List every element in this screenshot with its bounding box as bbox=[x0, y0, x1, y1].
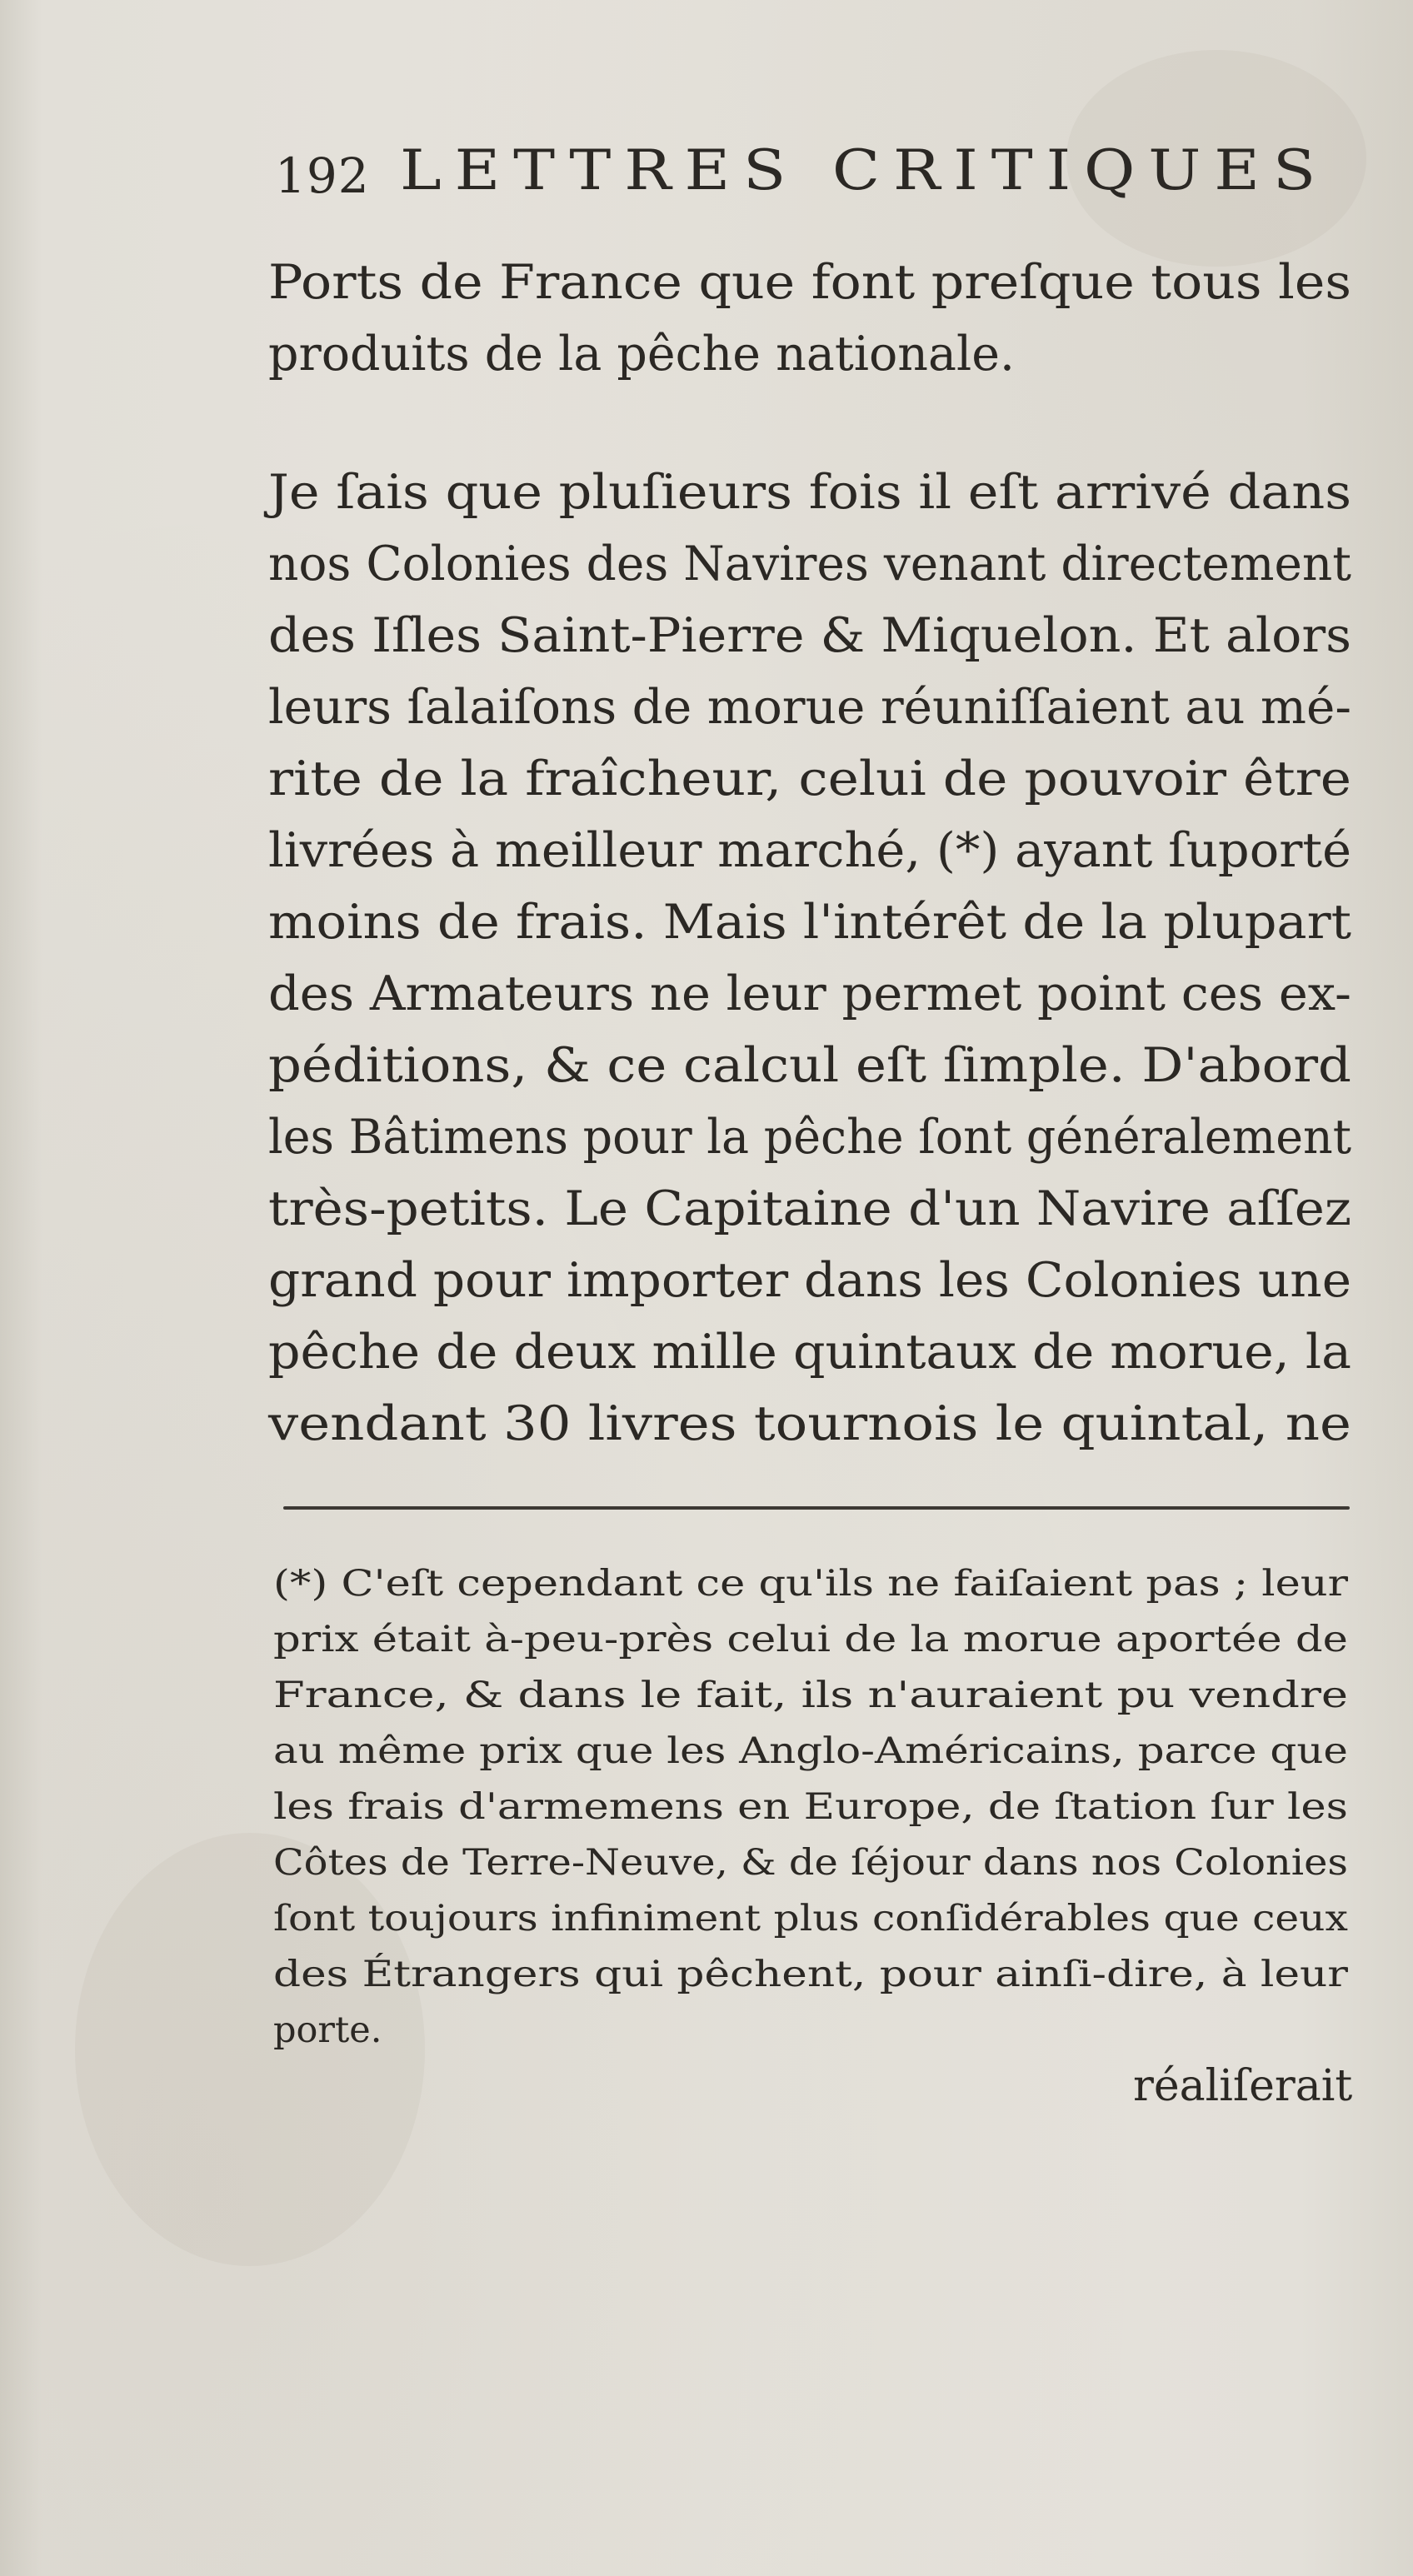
footnote bbox=[273, 1556, 1356, 2059]
text-line-content: Ports de France que font preſque tous les bbox=[268, 255, 1352, 310]
text-line-content: nos Colonies des Navires venant directement bbox=[268, 537, 1352, 592]
catchword: réaliſerait bbox=[1133, 2061, 1353, 2111]
text-line-content: des Iſles Saint-Pierre & Miquelon. Et alors bbox=[268, 608, 1352, 663]
page-number: 192 bbox=[275, 147, 370, 204]
text-line-content: produits de la pêche nationale. bbox=[268, 327, 1016, 382]
text-line-content: vendant 30 livres tournois le quintal, ne bbox=[268, 1396, 1351, 1451]
footnote-line-content: porte. bbox=[273, 2009, 382, 2051]
text-line bbox=[268, 958, 1351, 1030]
text-line bbox=[268, 1388, 1351, 1460]
footnote-line bbox=[273, 1556, 1356, 1612]
footnote-line bbox=[273, 1724, 1356, 1780]
text-line bbox=[268, 247, 1351, 318]
paragraph-gap bbox=[268, 390, 1351, 457]
text-line bbox=[268, 815, 1351, 886]
main-text bbox=[268, 247, 1351, 1460]
text-line bbox=[268, 1101, 1351, 1173]
footnote-line-content: prix était à-peu-près celui de la morue aportée de bbox=[273, 1619, 1348, 1660]
text-line-content: moins de frais. Mais l'intérêt de la plupart bbox=[268, 895, 1351, 950]
text-line bbox=[268, 743, 1351, 815]
footnote-line bbox=[273, 1835, 1356, 1891]
footnote-line-content: (*) C'eſt cependant ce qu'ils ne faiſaient pas ; leur bbox=[273, 1563, 1349, 1605]
text-line-content: livrées à meilleur marché, (*) ayant ſuporté bbox=[268, 823, 1351, 878]
text-line bbox=[268, 1245, 1351, 1316]
text-line bbox=[268, 1173, 1351, 1245]
footnote-line-content: au même prix que les Anglo-Américains, parce que bbox=[273, 1730, 1348, 1772]
text-line bbox=[268, 528, 1351, 600]
text-line-content: grand pour importer dans les Colonies une bbox=[268, 1253, 1352, 1308]
text-line bbox=[268, 886, 1351, 958]
text-line bbox=[268, 1030, 1351, 1101]
text-line bbox=[268, 318, 1351, 390]
running-title: LETTRES CRITIQUES bbox=[400, 138, 1330, 202]
footnote-line-content: France, & dans le fait, ils n'auraient pu vendre bbox=[273, 1675, 1349, 1716]
footnote-line bbox=[273, 1668, 1356, 1724]
text-line-content: péditions, & ce calcul eſt ſimple. D'abord bbox=[268, 1038, 1351, 1093]
text-line-content: leurs ſalaiſons de morue réuniſſaient au mé- bbox=[268, 680, 1352, 735]
text-line-content: pêche de deux mille quintaux de morue, la bbox=[268, 1325, 1352, 1380]
footnote-line bbox=[273, 1612, 1356, 1668]
text-line bbox=[268, 1316, 1351, 1388]
text-line-content: rite de la fraîcheur, celui de pouvoir être bbox=[268, 751, 1352, 806]
text-line-content: des Armateurs ne leur permet point ces ex- bbox=[268, 966, 1351, 1021]
footnote-line bbox=[273, 2003, 1356, 2059]
footnote-line bbox=[273, 1780, 1356, 1835]
footnote-divider bbox=[283, 1506, 1350, 1510]
footnote-line-content: des Étrangers qui pêchent, pour ainſi-dire, à leur bbox=[273, 1954, 1348, 1995]
text-line bbox=[268, 600, 1351, 671]
footnote-line bbox=[273, 1947, 1356, 2003]
text-line bbox=[268, 671, 1351, 743]
footnote-line bbox=[273, 1891, 1356, 1947]
footnote-line-content: ſont toujours infiniment plus conſidérables que ceux bbox=[273, 1898, 1348, 1939]
page-header bbox=[275, 133, 1341, 208]
footnote-line-content: les frais d'armemens en Europe, de ſtation ſur les bbox=[273, 1786, 1348, 1828]
text-line-content: Je ſais que pluſieurs fois il eſt arrivé dans bbox=[268, 465, 1352, 520]
text-line-content: les Bâtimens pour la pêche ſont généralement bbox=[268, 1110, 1352, 1165]
footnote-line-content: Côtes de Terre-Neuve, & de ſéjour dans nos Colonies bbox=[273, 1842, 1349, 1884]
text-line bbox=[268, 457, 1351, 528]
text-line-content: très-petits. Le Capitaine d'un Navire aſſez bbox=[268, 1181, 1352, 1236]
